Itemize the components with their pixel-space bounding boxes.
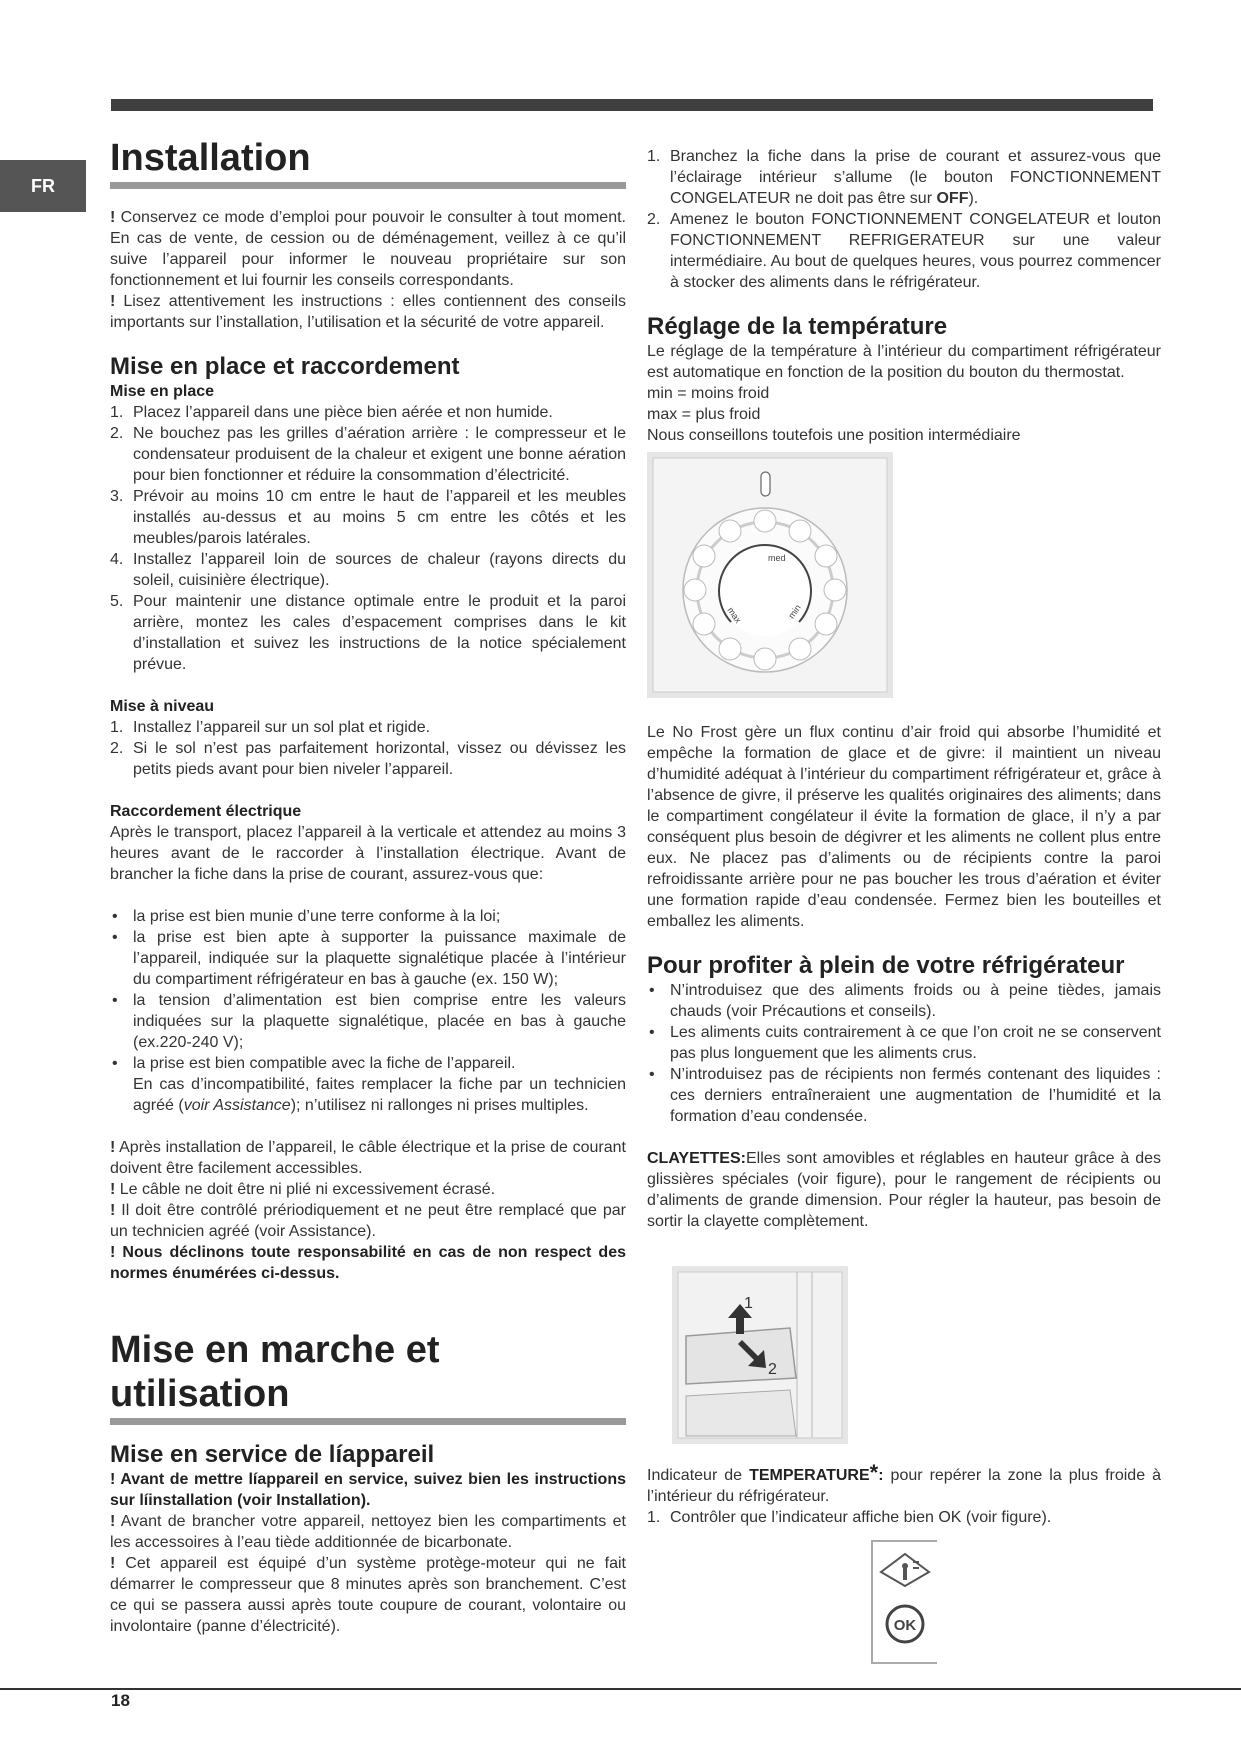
list-item: 1. Contrôler que l’indicateur affiche bien OK (voir figure). bbox=[647, 1509, 1052, 1526]
thermostat-figure bbox=[647, 452, 893, 698]
top-rule bbox=[111, 99, 1153, 111]
service-para-1: ! Avant de brancher votre appareil, nettoyez bien les compartiments et les accessoires à l’eau tiède additionnée de bicarbonate. bbox=[110, 1513, 626, 1551]
intro-para-2: ! Lisez attentivement les instructions : elles contiennent des conseils importants sur l’installation, l’utilisation et la sécurité de votre appareil. bbox=[110, 293, 626, 331]
list-item: 2. Amenez le bouton FONCTIONNEMENT CONGELATEUR et louton FONCTIONNEMENT REFRIGERATEUR sur une valeur intermédiaire. Au bout de quelques heures, vous pourrez commencer à stocker des aliments dans le réfrigérateur. bbox=[647, 211, 1161, 291]
list-item: 1. Installez l’appareil sur un sol plat et rigide. bbox=[110, 719, 431, 736]
temp-min: min = moins froid bbox=[647, 385, 770, 402]
temperature-heading: Réglage de la température bbox=[647, 313, 948, 340]
list-item: • N’introduisez pas de récipients non fermés contenant des liquides : ces derniers entraîneraient une augmentation de l’humidité et la formation d’eau condensée. bbox=[647, 1064, 1161, 1127]
mise-en-marche-title: Mise en marche et utilisation bbox=[110, 1328, 626, 1425]
elec-after: En cas d’incompatibilité, faites remplacer la fiche par un technicien agréé (voir Assistance); n’utilisez ni rallonges ni prises multiples. bbox=[133, 1076, 626, 1114]
warning-1: ! Après installation de l’appareil, le câble électrique et la prise de courant doivent être facilement accessibles. bbox=[110, 1139, 626, 1177]
indicator-list bbox=[647, 1507, 1161, 1528]
nofrost-text: Le No Frost gère un flux continu d’air froid qui absorbe l’humidité et empêche la formation de glace et de givre: il maintient un niveau d’humidité adéquat à l’intérieur du compartiment réfrigérateur et, grâce à l’absence de givre, il préserve les qualités originaires des aliments; dans le compartiment congélateur il évite la formation de glace, il n’y a par conséquent plus besoin de dégivrer et les aliments ne collent plus entre eux. Ne placez pas d’aliments ou de récipients contre la paroi refroidissante arrière pour ne pas boucher les trous d’aération et éviter une formation rapide d’eau condensée. Fermez bien les bouteilles et emballez les aliments. bbox=[647, 724, 1161, 930]
list-item: • la prise est bien munie d’une terre conforme à la loi; bbox=[110, 906, 626, 927]
left-column bbox=[110, 136, 626, 1637]
list-item: 4. Installez l’appareil loin de sources de chaleur (rayons directs du soleil, cuisinière électrique). bbox=[110, 551, 626, 589]
elec-bullets bbox=[110, 906, 626, 1074]
ok-indicator-figure bbox=[871, 1540, 937, 1664]
elec-subheading: Raccordement électrique bbox=[110, 803, 302, 820]
temperature-text: Le réglage de la température à l’intérieur du compartiment réfrigérateur est automatique en fonction de la position du bouton du thermostat. bbox=[647, 343, 1161, 381]
intro-para-1: ! Conservez ce mode d’emploi pour pouvoir le consulter à tout moment. En cas de vente, de cession ou de déménagement, veillez à ce qu’il suive l’appareil pour informer le nouveau propriétaire sur son fonctionnement et lui fournir les conseils correspondants. bbox=[110, 209, 626, 289]
dial-min-label: min bbox=[786, 602, 803, 621]
shelf-step-1: 1 bbox=[744, 1295, 753, 1312]
service-bold: ! Avant de mettre líappareil en service, suivez bien les instructions sur líinstallation (voir Installation). bbox=[110, 1471, 626, 1509]
list-item: • la prise est bien apte à supporter la puissance maximale de l’appareil, indiquée sur la plaquette signalétique placée à l’intérieur du compartiment réfrigérateur en bas à gauche (ex. 150 W); bbox=[110, 927, 626, 990]
list-item: • la tension d’alimentation est bien comprise entre les valeurs indiquées sur la plaquette signalétique, placée en bas à gauche (ex.220-240 V); bbox=[110, 990, 626, 1053]
list-item: 3. Prévoir au moins 10 cm entre le haut de l’appareil et les meubles installés au-dessus et au moins 5 cm entre les côtés et les meubles/parois latérales. bbox=[110, 488, 626, 547]
elec-text: Après le transport, placez l’appareil à la verticale et attendez au moins 3 heures avant de le raccorder à l’installation électrique. Avant de brancher la fiche dans la prise de courant, assurez-vous que: bbox=[110, 824, 626, 883]
service-heading: Mise en service de líappareil bbox=[110, 1441, 435, 1468]
temp-advice: Nous conseillons toutefois une position intermédiaire bbox=[647, 427, 1021, 444]
place-list bbox=[110, 402, 626, 675]
niveau-list bbox=[110, 717, 626, 780]
profit-heading: Pour profiter à plein de votre réfrigérateur bbox=[647, 952, 1125, 979]
place-subheading: Mise en place bbox=[110, 383, 215, 400]
service-para-2: ! Cet appareil est équipé d’un système protège-moteur qui ne fait démarrer le compresseur que 8 minutes après son branchement. C’est ce qui se passera aussi après toute coupure de courant, volontaire ou involontaire (panne d’électricité). bbox=[110, 1555, 626, 1635]
list-item: 2. Si le sol n’est pas parfaitement horizontal, vissez ou dévissez les petits pieds avant pour bien niveler l’appareil. bbox=[110, 740, 626, 778]
list-item: 5. Pour maintenir une distance optimale entre le produit et la paroi arrière, montez les cales d’espacement comprises dans le kit d’installation et suivez les instructions de la notice spécialement prévue. bbox=[110, 593, 626, 673]
bottom-rule bbox=[0, 1688, 1241, 1690]
right-column bbox=[647, 146, 1161, 1664]
profit-bullets bbox=[647, 980, 1161, 1127]
list-item: • la prise est bien compatible avec la fiche de l’appareil. bbox=[110, 1053, 626, 1074]
shelf-figure bbox=[672, 1266, 848, 1444]
list-item: • N’introduisez que des aliments froids ou à peine tièdes, jamais chauds (voir Précautions et conseils). bbox=[647, 980, 1161, 1022]
start-list bbox=[647, 146, 1161, 293]
dial-max-label: max bbox=[725, 605, 744, 625]
shelf-illustration bbox=[672, 1266, 848, 1444]
page-number: 18 bbox=[111, 1691, 130, 1710]
ok-label: OK bbox=[893, 1617, 917, 1634]
list-item: 2. Ne bouchez pas les grilles d’aération arrière : le compresseur et le condensateur produisent de la chaleur et exigent une bonne aération pour bien fonctionner et réduire la consommation d’électricité. bbox=[110, 425, 626, 484]
language-tab: FR bbox=[0, 160, 86, 212]
clayettes-text: CLAYETTES:Elles sont amovibles et réglables en hauteur grâce à des glissières spéciales (voir figure), pour le rangement de récipients ou d’aliments de grande dimension. Pour régler la hauteur, pas besoin de sortir la clayette complètement. bbox=[647, 1150, 1161, 1230]
warning-3: ! Il doit être contrôlé prériodiquement et ne peut être remplacé que par un technicien agréé (voir Assistance). bbox=[110, 1202, 626, 1240]
list-item: 1. Placez l’appareil dans une pièce bien aérée et non humide. bbox=[110, 404, 553, 421]
dial-med-label: med bbox=[768, 553, 786, 563]
indicator-text: Indicateur de TEMPERATURE*: pour repérer la zone la plus froide à l’intérieur du réfrigérateur. bbox=[647, 1460, 1161, 1505]
list-item: • Les aliments cuits contrairement à ce que l’on croit ne se conservent pas plus longuement que les aliments crus. bbox=[647, 1022, 1161, 1064]
mise-en-place-heading: Mise en place et raccordement bbox=[110, 353, 460, 380]
thermostat-dial-illustration bbox=[647, 452, 893, 698]
warning-2: ! Le câble ne doit être ni plié ni excessivement écrasé. bbox=[110, 1181, 496, 1198]
warning-bold: ! Nous déclinons toute responsabilité en cas de non respect des normes énumérées ci-dessus. bbox=[110, 1244, 626, 1282]
ok-indicator-illustration bbox=[873, 1542, 937, 1662]
shelf-step-2: 2 bbox=[768, 1361, 777, 1378]
installation-title: Installation bbox=[110, 136, 626, 189]
temp-max: max = plus froid bbox=[647, 406, 761, 423]
list-item: 1. Branchez la fiche dans la prise de courant et assurez-vous que l’éclairage intérieur s’allume (le bouton FONCTIONNEMENT CONGELATEUR ne doit pas être sur OFF). bbox=[647, 148, 1161, 207]
niveau-subheading: Mise à niveau bbox=[110, 698, 215, 715]
